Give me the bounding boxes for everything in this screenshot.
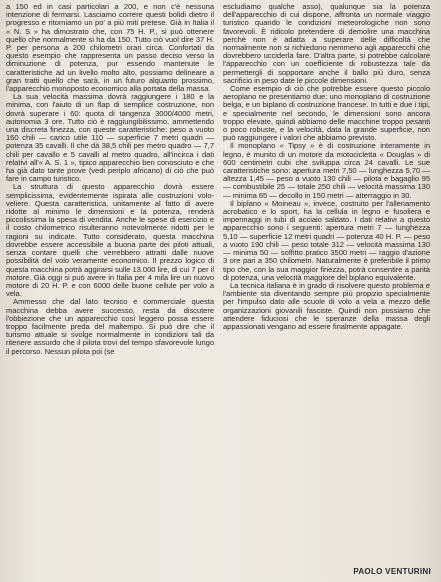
- paragraph: La struttura di questo apparecchio dovrà essere semplicissima, evidentemente ispirata alle costruzioni volo-veliere. Questa caratteristica, unitamente al fatto di avere ridotte al minimo le dimensioni e la potenza, renderà piccolissima la spesa di vendita. Anche le spese di esercizio e il costo chilometrico risulteranno notevolmente ridotti per le ragioni su indicate. Tutto considerato, questa macchina dovrebbe essere accessibile a buona parte dei piloti attuali, senza contare quelli che verrebbero attratti dalle nuove possibilità del volo veramente economico. Il prezzo logico di questa macchina potrà aggirarsi sulle 13.000 lire, di cui 7 per il motore. Già oggi si può avere in Italia per 4 mila lire un nuovo motore di 20 H. P. e con 6000 delle buone cellule per volo a vela.: [6, 182, 214, 299]
- left-column: [6, 3, 214, 356]
- author-signature: PAOLO VENTURINI: [353, 567, 431, 576]
- paragraph: a 150 ed in casi particolari a 200, e non c'è nessuna intenzione di fermarsi. Lasciamo correre questi bolidi dietro il progresso e ritorniamo un po' a più miti pretese. Già in Italia il « N. S » ha dimostrato che, con 75 H. P., si può ottenere quello che normalmente si ha da 150. Tutto ciò vuol dire 37 H. P. per persona a 200 chilometri orari circa. Confortati da questo esempio che rappresenta un passo deciso verso la diminuzione di potenza, pur essendo mantenute le caratteristiche ad un livello molto alto, possiamo delineare a gran tratti quello che sarà, in un futuro alquanto prossimo, l'apparecchio monoposto economico alla portata della massa.: [6, 2, 214, 94]
- paragraph: Come esempio di ciò che potrebbe essere questo piccolo aeroplano ne presentiamo due: uno monoplano di costruzione belga, e un biplano di costruzione francese. In tutti e due i tipi, e specialmente nel secondo, le dimensioni sono ancora troppo elevate, quindi abbiamo delle macchine troppo pesanti o poco robuste, e la velocità, data la grande superficie, non può raggiungere i valori che abbiamo previsto.: [223, 84, 430, 143]
- paragraph: Il monoplano « Tipsy » è di costruzione interamente in legno, è munito di un motore da motocicletta « Douglas » di 600 centimetri cubi che sviluppa circa 24 cavalli. Le sue caratteristiche sono: apertura metri 7,50 — lunghezza 5,70 — altezza 1,45 — peso a vuoto 130 chili — pilota e bagaglio 95 — combustibile 25 — totale 250 chili — velocità massima 130 — minima 65 — decollo in 150 metri — atterraggio in 30.: [223, 141, 430, 200]
- paragraph: La tecnica italiana è in grado di risolvere questo problema e l'ambiente sta diventando sempre più propizio specialmente per l'impulso dato alle scuole di volo a vela a mezzo delle organizzazioni giovanili fasciste. Quindi non possiamo che attendere fiduciosi che le speranze della massa degli appassionati vengano ad essere finalmente appagate.: [223, 280, 430, 331]
- right-column: [223, 3, 430, 331]
- paragraph: La sua velocità massima dovrà raggiungere i 180 e la minima, con l'aiuto di un flap di semplice costruzione, non dovrà superare i 60: quota di tangenza 3000/4000 metri, autonomia 3 ore. Tutto ciò è raggiungibilissimo, ammettendo una discreta finezza, con queste caratteristiche: peso a vuoto 160 chili — carico utile 110 — superficie 7 metri quadri — potenza 35 cavalli. Il che dà 38,5 chili per metro quadro — 7,7 chili per cavallo e 5 cavalli al metro quadro, all'incirca i dati relativi all'« A. S. 1 », tipico apparecchio ben conosciuto e che ha già dato tante prove (vedi periplo africano) di ciò che può fare in campo turistico.: [6, 92, 214, 184]
- paragraph: Ammesso che dal lato tecnico e commerciale questa macchina debba avere successo, resta da discutere l'obbiezione che un apparecchio così leggero possa essere troppo facilmente preda del maltempo. Si può dire che il turismo attuale si svolge normalmente in condizioni tali da ritenere assurdo che il pilota trovi del tempo sfavorevole lungo il percorso. Nessun pilota poi (se: [6, 297, 214, 356]
- paragraph: Il biplano « Moineau », invece, costruito per l'allenamento acrobatico e lo sport, ha la cellula in legno e fusoliera e impennaggi in tubi di acciaio saldato. I dati relativi a questo apparecchio sono i seguenti: apertura metri 7 — lunghezza 5,10 — superficie 12 metri quadri — potenza 40 H. P. — peso a vuoto 190 chili — peso totale 312 — velocità massima 130 — minima 50 — soffitto pratico 3500 metri — raggio d'azione 3 ore pari a 350 chilometri. Naturalmente è preferibile il primo tipo che, con la sua maggior finezza, potrà consentire a parità di potenza, una velocità maggiore del biplano equivalente.: [223, 198, 430, 282]
- paragraph: escludiamo qualche asso), qualunque sia la potenza dell'apparecchio di cui dispone, affronta un normale viaggio turistico quando le condizioni meteorologiche non sono favorevoli. È ridicolo pretendere di demolire una macchina perchè non è adatta a superare delle difficoltà che normalmente non si richiedono nemmeno agli apparecchi che dovrebbero ucciderla fare. D'altra parte, si potrebbe calcolare l'apparecchio con un coefficiente di robustezza tale da permettergli di sopportare anche il ballo più duro, senza sacrificio in peso date le piccole dimensioni.: [223, 2, 430, 85]
